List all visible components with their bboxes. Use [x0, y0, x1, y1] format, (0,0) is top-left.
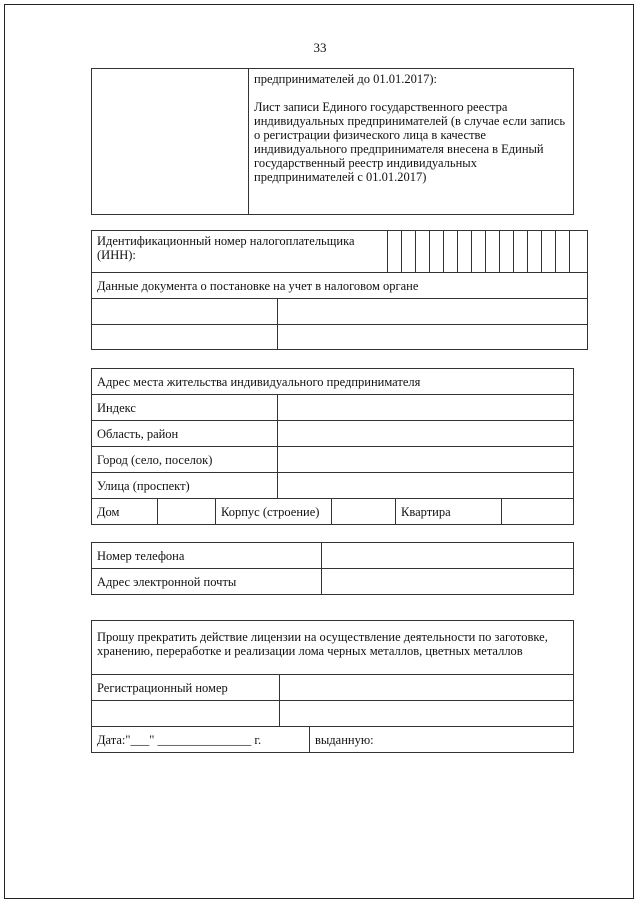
inn-digit-box[interactable]	[430, 231, 444, 273]
request-line: хранению, переработке и реализации лома черных металлов, цветных металлов	[97, 644, 523, 658]
text-line: Лист записи Единого государственного реестра	[254, 100, 508, 114]
tax-doc-label: Данные документа о постановке на учет в налоговом органе	[92, 273, 588, 299]
text-line: индивидуального предпринимателя внесена в Единый	[254, 142, 544, 156]
text-line: государственный реестр индивидуальных	[254, 156, 477, 170]
inn-digit-box[interactable]	[486, 231, 500, 273]
reg-number-field[interactable]	[280, 675, 574, 701]
registry-record-text	[249, 69, 574, 215]
inn-label-line: Идентификационный номер налогоплательщика	[97, 234, 355, 248]
building-label: Корпус (строение)	[216, 499, 332, 525]
inn-digit-box[interactable]	[402, 231, 416, 273]
request-line: Прошу прекратить действие лицензии на осуществление деятельности по заготовке,	[97, 630, 548, 644]
page-number: 33	[313, 40, 327, 55]
tax-doc-field[interactable]	[278, 299, 588, 325]
text-line: индивидуальных предпринимателей (в случае если запись	[254, 114, 566, 128]
address-heading: Адрес места жительства индивидуального предпринимателя	[92, 369, 574, 395]
request-text	[92, 621, 574, 675]
inn-label-line: (ИНН):	[97, 248, 136, 262]
tax-doc-field[interactable]	[278, 325, 588, 350]
registry-record-table	[91, 68, 574, 215]
phone-field[interactable]	[322, 543, 574, 569]
email-label: Адрес электронной почты	[92, 569, 322, 595]
index-field[interactable]	[278, 395, 574, 421]
building-field[interactable]	[332, 499, 396, 525]
inn-digit-box[interactable]	[514, 231, 528, 273]
house-label: Дом	[92, 499, 158, 525]
inn-digit-box[interactable]	[528, 231, 542, 273]
reg-extra-field[interactable]	[280, 701, 574, 727]
house-field[interactable]	[158, 499, 216, 525]
contacts-table	[91, 542, 574, 595]
inn-digit-box[interactable]	[500, 231, 514, 273]
region-label: Область, район	[92, 421, 278, 447]
tax-doc-field[interactable]	[92, 299, 278, 325]
inn-digit-box[interactable]	[388, 231, 402, 273]
license-request-table	[91, 620, 574, 753]
issued-label: выданную:	[310, 727, 574, 753]
email-field[interactable]	[322, 569, 574, 595]
street-label: Улица (проспект)	[92, 473, 278, 499]
apartment-label: Квартира	[396, 499, 502, 525]
blank-line	[254, 86, 568, 100]
inn-digit-box[interactable]	[542, 231, 556, 273]
apartment-field[interactable]	[502, 499, 574, 525]
inn-digit-box[interactable]	[444, 231, 458, 273]
city-field[interactable]	[278, 447, 574, 473]
inn-label	[92, 231, 388, 273]
date-field[interactable]: Дата:"___" _______________ г.	[92, 727, 310, 753]
region-field[interactable]	[278, 421, 574, 447]
address-table	[91, 368, 574, 525]
street-field[interactable]	[278, 473, 574, 499]
tax-doc-field[interactable]	[92, 325, 278, 350]
inn-digit-box[interactable]	[556, 231, 570, 273]
inn-digit-box[interactable]	[570, 231, 588, 273]
reg-extra-field[interactable]	[92, 701, 280, 727]
inn-digit-box[interactable]	[458, 231, 472, 273]
city-label: Город (село, поселок)	[92, 447, 278, 473]
phone-label: Номер телефона	[92, 543, 322, 569]
inn-digit-box[interactable]	[416, 231, 430, 273]
text-line: предпринимателей до 01.01.2017):	[254, 72, 437, 86]
reg-number-label: Регистрационный номер	[92, 675, 280, 701]
index-label: Индекс	[92, 395, 278, 421]
inn-table	[91, 230, 588, 350]
text-line: о регистрации физического лица в качестве	[254, 128, 486, 142]
empty-left-cell	[92, 69, 249, 215]
inn-digit-box[interactable]	[472, 231, 486, 273]
text-line: предпринимателей с 01.01.2017)	[254, 170, 427, 184]
